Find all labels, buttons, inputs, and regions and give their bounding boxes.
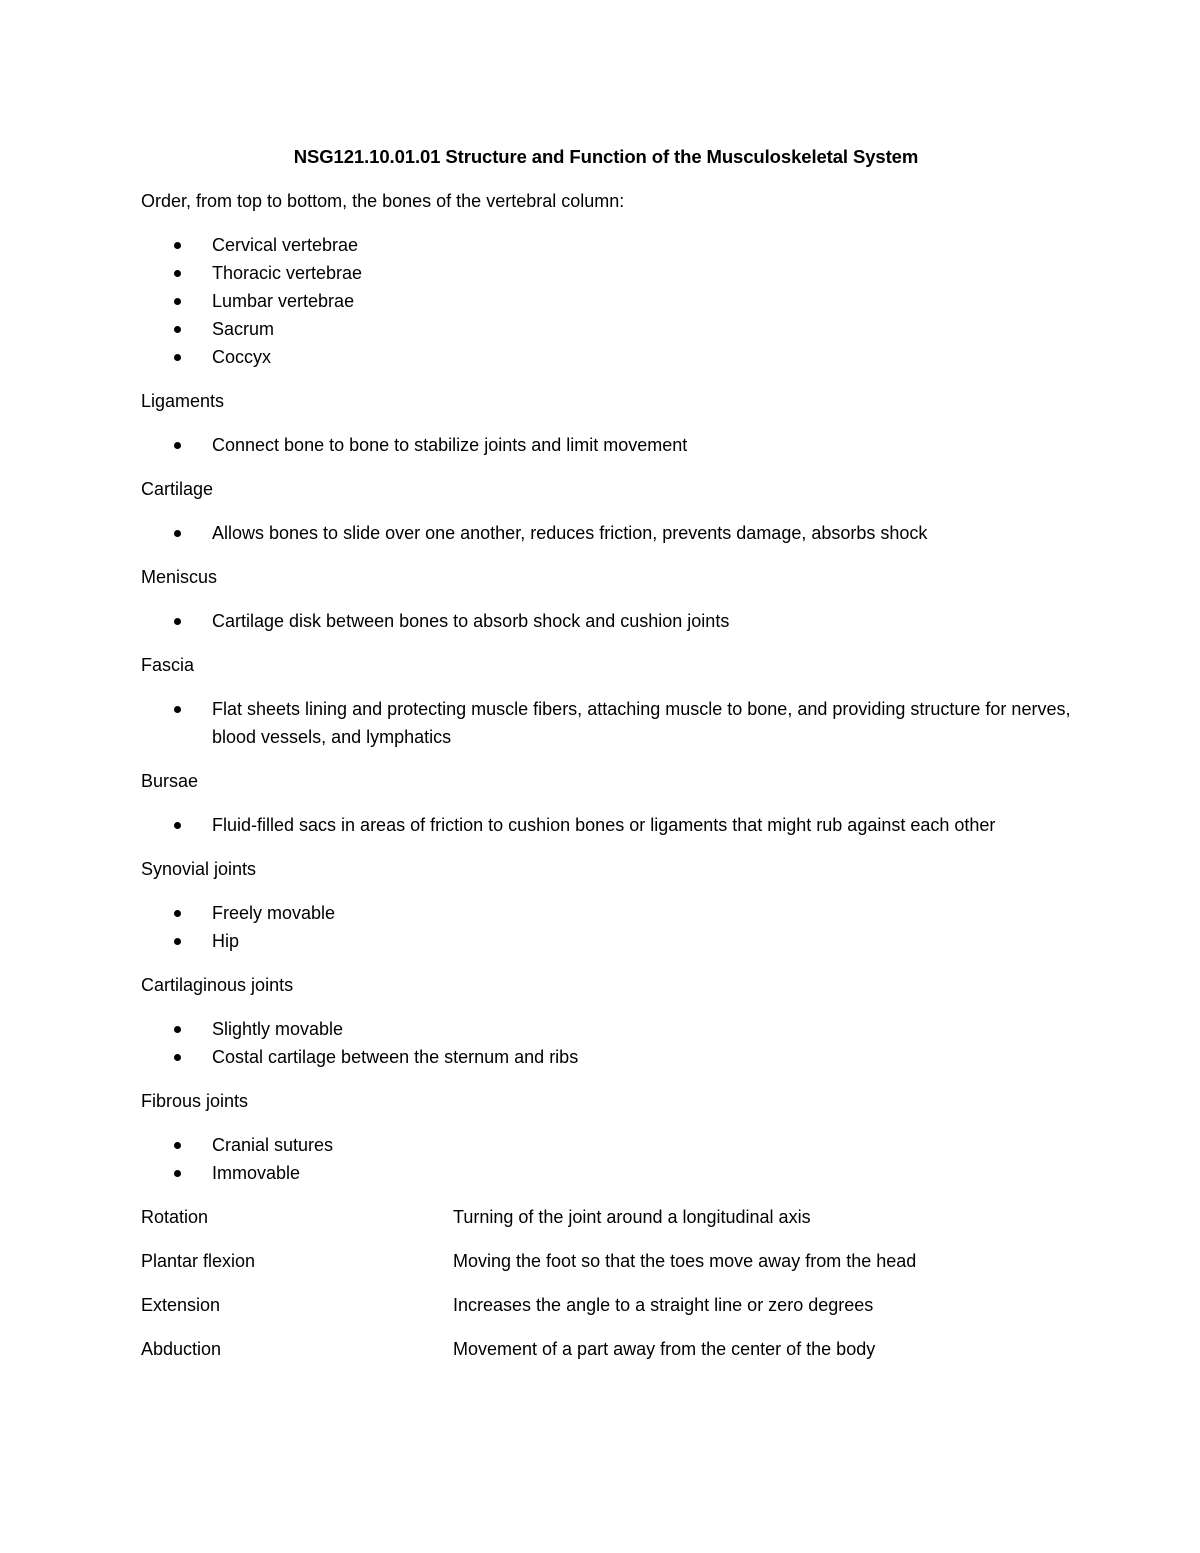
section-heading-meniscus: Meniscus xyxy=(141,567,218,587)
list-item-text: Lumbar vertebrae xyxy=(212,291,355,311)
list-item xyxy=(141,927,1071,955)
bullet-icon xyxy=(174,1054,181,1061)
meniscus-list xyxy=(141,607,1071,635)
fibrous-joints-list xyxy=(141,1131,1071,1187)
bullet-icon xyxy=(174,822,181,829)
list-item xyxy=(141,431,1071,459)
list-item xyxy=(141,231,1071,259)
list-item xyxy=(141,259,1071,287)
list-item xyxy=(141,607,1071,635)
bullet-icon xyxy=(174,1142,181,1149)
list-item xyxy=(141,343,1071,371)
vertebral-column-list xyxy=(141,231,1071,371)
list-item-text: Flat sheets lining and protecting muscle fibers, attaching muscle to bone, and providing structure for nerves, blood vessels, and lymphatics xyxy=(212,699,1071,747)
term-label: Abduction xyxy=(141,1339,222,1359)
cartilaginous-joints-list xyxy=(141,1015,1071,1071)
term-row xyxy=(141,1291,1071,1319)
term-row xyxy=(141,1203,1071,1231)
list-item-text: Slightly movable xyxy=(212,1019,344,1039)
term-definition: Moving the foot so that the toes move away from the head xyxy=(453,1251,917,1271)
intro-text: Order, from top to bottom, the bones of the vertebral column: xyxy=(141,191,625,211)
ligaments-list xyxy=(141,431,1071,459)
term-row xyxy=(141,1335,1071,1363)
list-item xyxy=(141,695,1071,751)
list-item-text: Cartilage disk between bones to absorb shock and cushion joints xyxy=(212,611,730,631)
bullet-icon xyxy=(174,242,181,249)
bullet-icon xyxy=(174,706,181,713)
cartilage-list xyxy=(141,519,1071,547)
list-item-text: Fluid-filled sacs in areas of friction to cushion bones or ligaments that might rub against each other xyxy=(212,815,996,835)
list-item-text: Hip xyxy=(212,931,240,951)
bullet-icon xyxy=(174,618,181,625)
list-item xyxy=(141,1015,1071,1043)
term-definition: Turning of the joint around a longitudinal axis xyxy=(453,1207,811,1227)
term-definition: Increases the angle to a straight line or zero degrees xyxy=(453,1295,874,1315)
page-title: NSG121.10.01.01 Structure and Function of the Musculoskeletal System xyxy=(293,146,919,167)
list-item xyxy=(141,1159,1071,1187)
synovial-joints-list xyxy=(141,899,1071,955)
fascia-list xyxy=(141,695,1071,751)
bursae-list xyxy=(141,811,1071,839)
section-heading-ligaments: Ligaments xyxy=(141,391,225,411)
list-item-text: Thoracic vertebrae xyxy=(212,263,363,283)
bullet-icon xyxy=(174,326,181,333)
section-heading-bursae: Bursae xyxy=(141,771,199,791)
section-heading-synovial-joints: Synovial joints xyxy=(141,859,257,879)
list-item-text: Freely movable xyxy=(212,903,336,923)
list-item xyxy=(141,315,1071,343)
section-heading-cartilaginous-joints: Cartilaginous joints xyxy=(141,975,294,995)
term-label: Rotation xyxy=(141,1207,209,1227)
term-definition: Movement of a part away from the center of the body xyxy=(453,1339,876,1359)
document-body xyxy=(141,143,1071,1379)
bullet-icon xyxy=(174,442,181,449)
list-item-text: Immovable xyxy=(212,1163,301,1183)
list-item xyxy=(141,1043,1071,1071)
section-heading-fibrous-joints: Fibrous joints xyxy=(141,1091,249,1111)
bullet-icon xyxy=(174,1026,181,1033)
bullet-icon xyxy=(174,270,181,277)
section-heading-cartilage: Cartilage xyxy=(141,479,214,499)
term-row xyxy=(141,1247,1071,1275)
list-item xyxy=(141,287,1071,315)
bullet-icon xyxy=(174,1170,181,1177)
list-item-text: Costal cartilage between the sternum and ribs xyxy=(212,1047,579,1067)
list-item-text: Sacrum xyxy=(212,319,275,339)
list-item-text: Coccyx xyxy=(212,347,272,367)
list-item xyxy=(141,1131,1071,1159)
bullet-icon xyxy=(174,530,181,537)
bullet-icon xyxy=(174,910,181,917)
list-item xyxy=(141,899,1071,927)
bullet-icon xyxy=(174,354,181,361)
term-label: Extension xyxy=(141,1295,221,1315)
list-item-text: Cranial sutures xyxy=(212,1135,334,1155)
bullet-icon xyxy=(174,298,181,305)
list-item xyxy=(141,811,1071,839)
list-item-text: Allows bones to slide over one another, reduces friction, prevents damage, absorbs shock xyxy=(212,523,928,543)
list-item xyxy=(141,519,1071,547)
list-item-text: Connect bone to bone to stabilize joints and limit movement xyxy=(212,435,688,455)
bullet-icon xyxy=(174,938,181,945)
section-heading-fascia: Fascia xyxy=(141,655,195,675)
list-item-text: Cervical vertebrae xyxy=(212,235,359,255)
term-label: Plantar flexion xyxy=(141,1251,256,1271)
